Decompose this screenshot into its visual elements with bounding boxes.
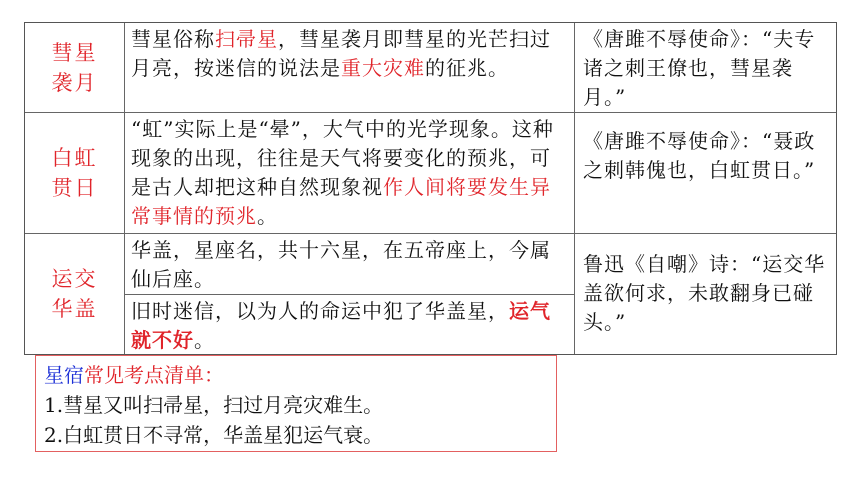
source-quote: 《唐雎不辱使命》：“聂政之刺韩傀也，白虹贯日。” — [583, 129, 816, 182]
source-cell — [575, 234, 836, 354]
source-quote: 《唐雎不辱使命》：“夫专诸之刺王僚也，彗星袭月。” — [583, 27, 816, 109]
note-line: 2.白虹贯日不寻常，华盖星犯运气衰。 — [44, 423, 384, 447]
desc-highlight: 作人间将要发生异常事情的预兆 — [131, 175, 551, 228]
term-cell — [25, 23, 124, 112]
description-cell — [125, 234, 574, 294]
star-terms-table — [24, 22, 837, 355]
source-cell — [575, 23, 836, 112]
desc-text: 旧时迷信，以为人的命运中犯了华盖星， — [131, 299, 509, 323]
desc-highlight: 重大灾难 — [341, 56, 425, 80]
desc-text: 。 — [194, 328, 215, 352]
note-title — [44, 360, 548, 390]
term-line: 白虹 — [51, 146, 98, 170]
term-line: 彗星 — [51, 40, 98, 65]
source-cell — [575, 113, 836, 233]
term-line: 袭月 — [51, 70, 98, 95]
desc-text: 华盖，星座名，共十六星，在五帝座上，今属仙后座。 — [131, 238, 551, 291]
term-line: 华盖 — [51, 297, 98, 321]
term-cell — [25, 113, 124, 233]
note-line: 1.彗星又叫扫帚星，扫过月亮灾难生。 — [44, 393, 384, 417]
description-cell — [125, 295, 574, 354]
desc-text: 的征兆。 — [425, 56, 509, 80]
note-title-rest: 常见考点清单： — [84, 363, 224, 387]
desc-text: 。 — [257, 204, 278, 228]
description-cell — [125, 23, 574, 112]
term-line: 运交 — [51, 267, 98, 291]
exam-points-box — [35, 355, 557, 452]
desc-highlight: 运气就不好 — [131, 299, 551, 352]
description-cell — [125, 113, 574, 233]
note-title-keyword: 星宿 — [44, 363, 84, 387]
source-quote: 鲁迅《自嘲》诗：“运交华盖欲何求，未敢翻身已碰头。” — [583, 252, 826, 334]
term-cell — [25, 234, 124, 354]
desc-text: ，彗星袭月即彗星的光芒扫过月亮，按迷信的说法是 — [131, 27, 551, 80]
term-line: 贯日 — [51, 176, 98, 200]
desc-text: 彗星俗称 — [131, 27, 215, 51]
desc-text: “虹”实际上是“晕”，大气中的光学现象。这种现象的出现，往往是天气将要变化的预兆，可是古人却把这种自然现象视 — [131, 117, 554, 199]
desc-highlight: 扫帚星 — [215, 27, 278, 51]
